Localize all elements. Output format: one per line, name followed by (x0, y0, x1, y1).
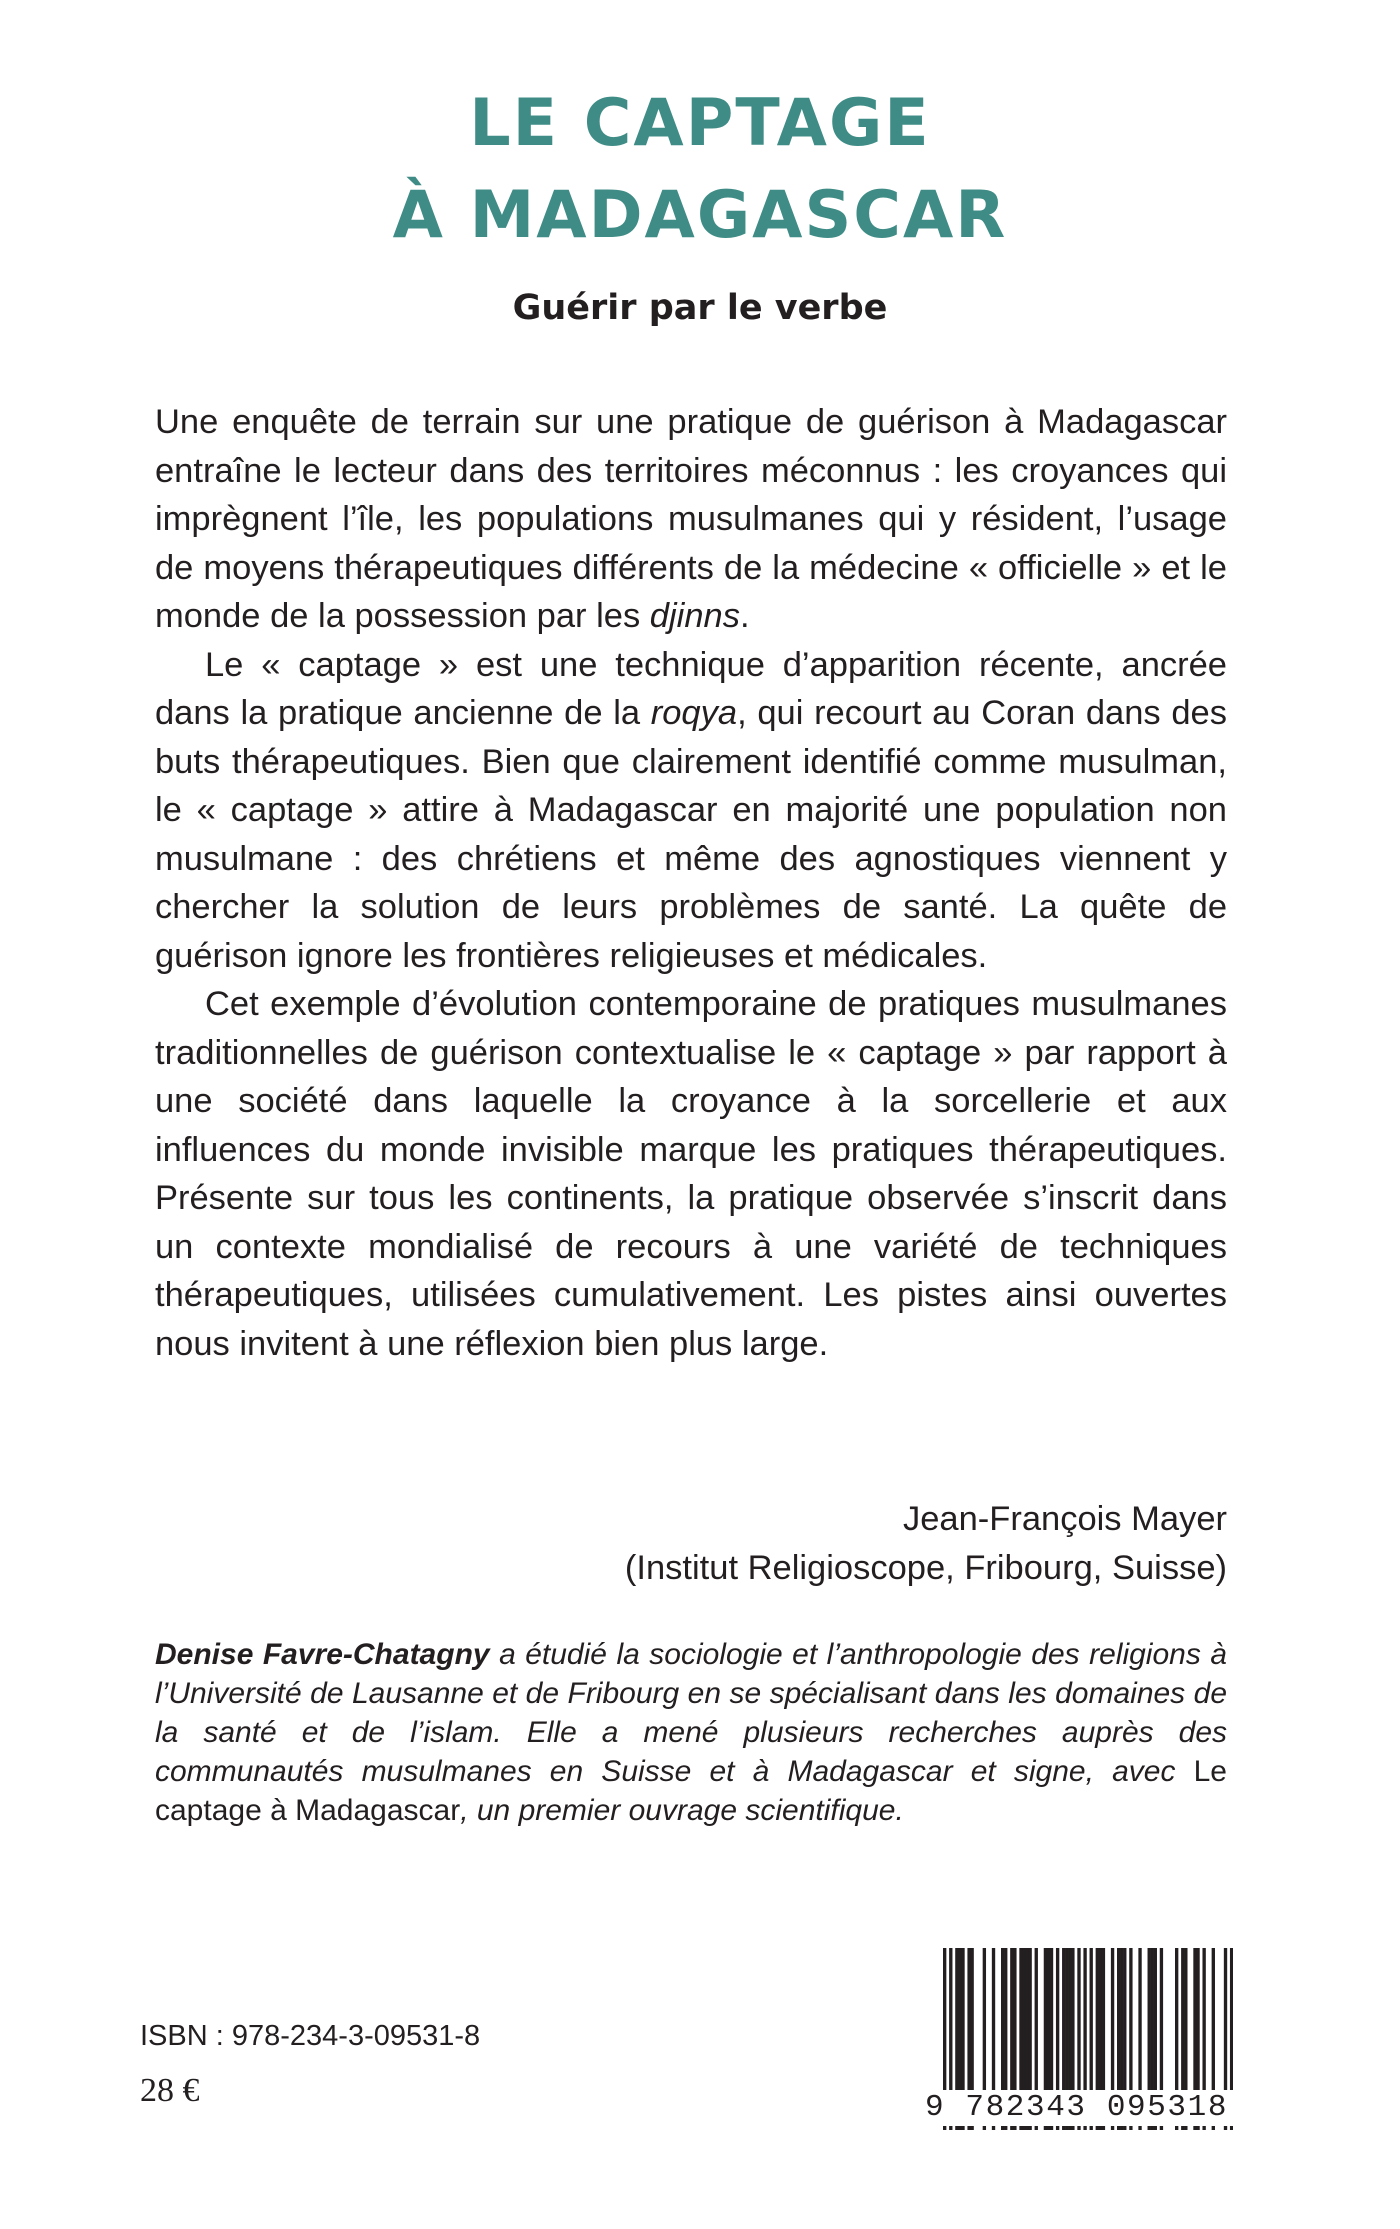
blurb (155, 398, 1227, 1368)
book-title (0, 78, 1400, 262)
signature-name: Jean-François Mayer (902, 1500, 1227, 1538)
blurb-paragraph-1-text: Une enquête de terrain sur une pratique de guérison à Madagascar entraîne le lecteur dans des territoires méconnus : les croyances qui imprègnent l’île, les populations musulmanes qui y résident, l’usage de moyens thérapeutiques différents de la médecine « officielle » et le monde de la possession par les (155, 403, 1227, 635)
bio-book-title: Le captage à Madagascar (155, 1755, 1227, 1827)
djinns-term: djinns (649, 597, 740, 635)
book-title-line-2: À MADAGASCAR (392, 178, 1008, 253)
blurb-paragraph-3: Cet exemple d’évolution contemporaine de pratiques musulmanes traditionnelles de guérison contextualise le « captage » par rapport à une société dans laquelle la croyance à la sorcellerie et aux influences du monde invisible marque les pratiques thérapeutiques. Présente sur tous les continents, la pratique observée s’inscrit dans un contexte mondialisé de recours à une variété de techniques thérapeutiques, utilisées cumulativement. Les pistes ainsi ouvertes nous invitent à une réflexion bien plus large. (155, 985, 1227, 1363)
blurb-signature (155, 1495, 1227, 1592)
author-bio-end: , un premier ouvrage scientifique. (460, 1794, 904, 1827)
book-title-line-1: LE CAPTAGE (469, 86, 931, 161)
author-bio (155, 1635, 1227, 1830)
blurb-paragraph-2-end: , qui recourt au Coran dans des buts thérapeutiques. Bien que clairement identifié comme musulman, le « captage » attire à Madagascar en majorité une population non musulmane : des chrétiens et même des agnostiques viennent y chercher la solution de leurs problèmes de santé. La quête de guérison ignore les frontières religieuses et médicales. (155, 694, 1227, 975)
blurb-paragraph-2-text: Le « captage » est une technique d’apparition récente, ancrée dans la pratique ancienne de la (155, 645, 1227, 732)
isbn: ISBN : 978-234-3-09531-8 (140, 2020, 481, 2052)
barcode-digits: 9 782343 095318 (925, 2090, 1240, 2126)
price: 28 € (140, 2072, 200, 2109)
signature-affiliation: (Institut Religioscope, Fribourg, Suisse) (624, 1548, 1227, 1587)
blurb-paragraph-1-end: . (739, 597, 750, 635)
author-name: Denise Favre-Chatagny (155, 1638, 490, 1671)
blurb-paragraph-2 (155, 641, 1227, 981)
book-subtitle: Guérir par le verbe (512, 288, 888, 328)
blurb-paragraph-1 (155, 398, 1227, 641)
author-bio-text: a étudié la sociologie et l’anthropologie des religions à l’Université de Lausanne et de Fribourg en se spécialisant dans les domaines de la santé et de l’islam. Elle a mené plusieurs recherches auprès des communautés musulmanes en Suisse et à Madagascar et signe, avec (155, 1638, 1227, 1788)
roqya-term: roqya (650, 694, 738, 732)
